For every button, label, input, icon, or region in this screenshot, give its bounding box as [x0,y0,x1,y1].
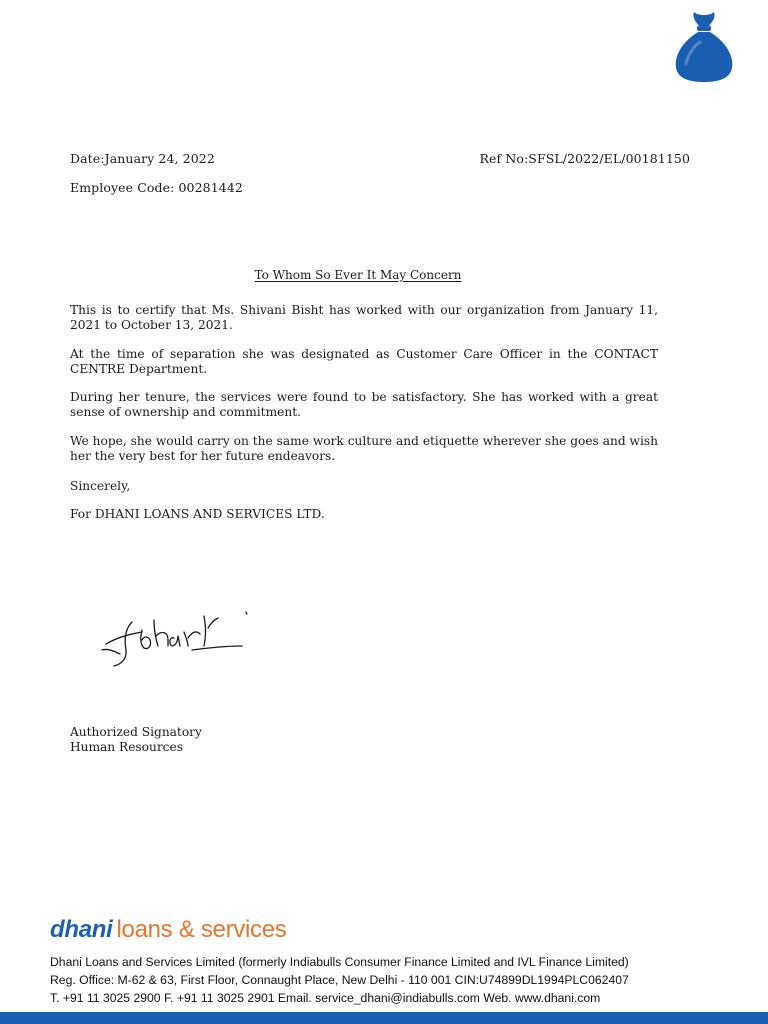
paragraph-certification: This is to certify that Ms. Shivani Bisht has worked with our organization from January 11, 2021 to October 13, 2021. [70,303,658,332]
letter-heading: To Whom So Ever It May Concern [254,268,462,282]
footer-bar [0,1012,768,1024]
footer-company-line: Dhani Loans and Services Limited (formerly Indiabulls Consumer Finance Limited and IVL Finance Limited) [50,955,629,969]
footer-logo [50,918,286,942]
signatory-block [70,725,202,755]
employee-code: Employee Code: 00281442 [70,180,243,195]
footer-info [50,953,750,1007]
company-line: For DHANI LOANS AND SERVICES LTD. [70,507,325,521]
signatory-title: Authorized Signatory [70,725,202,739]
letter-date: Date:January 24, 2022 [70,151,215,166]
signatory-department: Human Resources [70,740,183,754]
paragraph-wishes: We hope, she would carry on the same work culture and etiquette wherever she goes and wish her the very best for her future endeavors. [70,434,658,463]
logo-tagline: loans & services [116,916,287,943]
closing: Sincerely, [70,479,131,493]
footer-address-line: Reg. Office: M-62 & 63, First Floor, Connaught Place, New Delhi - 110 001 CIN:U74899DL1994PLC062407 [50,973,629,987]
paragraph-designation: At the time of separation she was designated as Customer Care Officer in the CONTACT CENTRE Department. [70,347,658,376]
footer-contact-line: T. +91 11 3025 2900 F. +91 11 3025 2901 Email. service_dhani@indiabulls.com Web. www.dhani.com [50,991,601,1005]
money-bag-icon [672,8,736,84]
reference-number: Ref No:SFSL/2022/EL/00181150 [479,151,690,166]
logo-brand: dhani [50,916,113,943]
signature-image [96,608,256,670]
paragraph-tenure: During her tenure, the services were found to be satisfactory. She has worked with a great sense of ownership and commitment. [70,390,658,419]
